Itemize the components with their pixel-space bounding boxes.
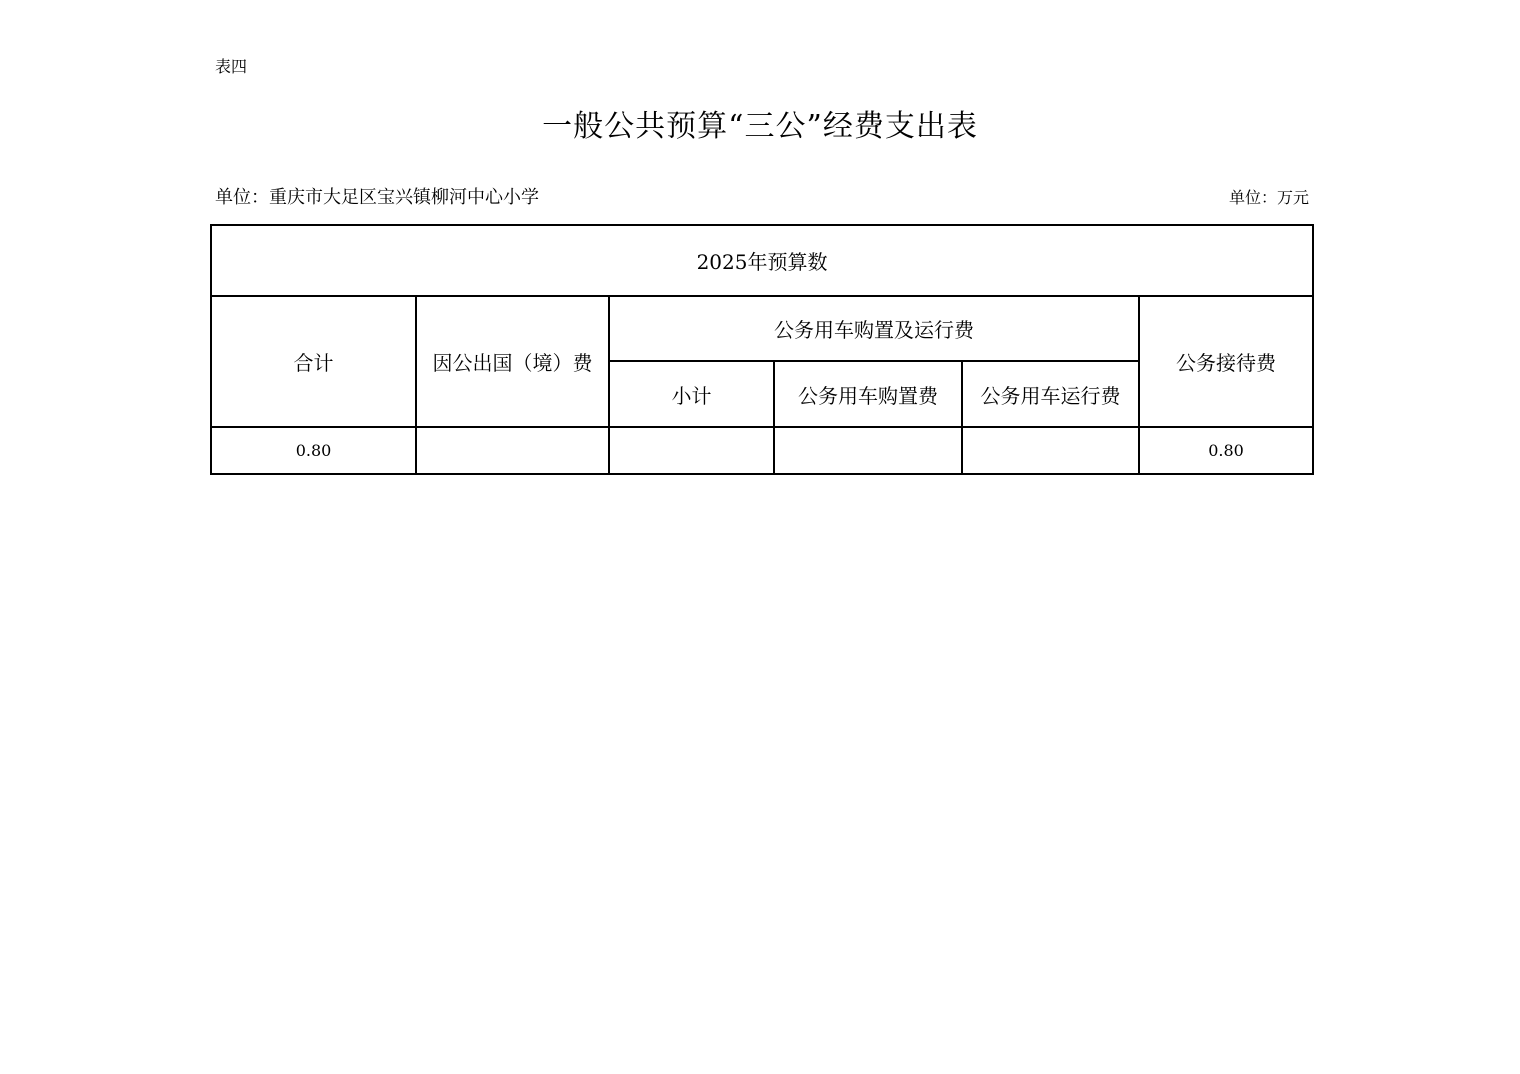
header-row-budget — [211, 225, 1313, 296]
header-vehicle-group: 公务用车购置及运行费 — [609, 296, 1139, 361]
cell-abroad-expense — [416, 427, 609, 474]
table-row — [211, 427, 1313, 474]
header-vehicle-operation: 公务用车运行费 — [962, 361, 1139, 427]
budget-year-header: 2025年预算数 — [211, 225, 1313, 296]
header-vehicle-subtotal: 小计 — [609, 361, 774, 427]
page-title: 一般公共预算“三公”经费支出表 — [542, 109, 978, 144]
cell-vehicle-operation — [962, 427, 1139, 474]
cell-total: 0.80 — [211, 427, 416, 474]
header-row-columns — [211, 296, 1313, 361]
cell-vehicle-subtotal — [609, 427, 774, 474]
cell-vehicle-purchase — [774, 427, 962, 474]
header-abroad-expense: 因公出国（境）费 — [416, 296, 609, 427]
cell-reception-expense: 0.80 — [1139, 427, 1313, 474]
header-vehicle-purchase: 公务用车购置费 — [774, 361, 962, 427]
budget-table — [210, 224, 1314, 475]
header-reception-expense: 公务接待费 — [1139, 296, 1313, 427]
table-number: 表四 — [215, 57, 248, 76]
header-total: 合计 — [211, 296, 416, 427]
unit-currency: 单位：万元 — [1228, 188, 1309, 207]
unit-organization: 单位：重庆市大足区宝兴镇柳河中心小学 — [215, 187, 539, 208]
